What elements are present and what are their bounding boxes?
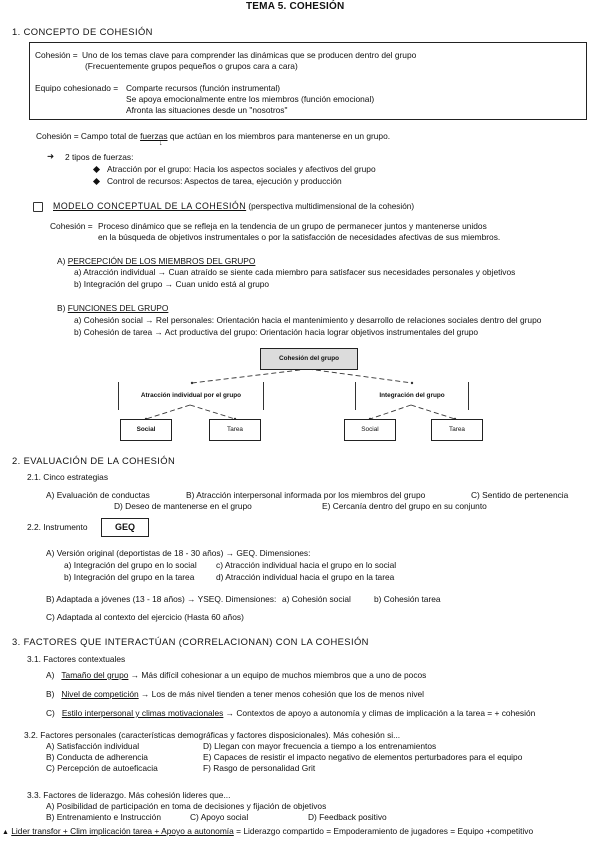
geq-box: GEQ [101, 518, 149, 537]
context-factor-A-label: A) [46, 670, 55, 680]
subsection-B-a: a) Cohesión social → Rel personales: Orientación hacia el mantenimiento y desarrollo de relaciones sociales dentro del grupo [74, 315, 542, 325]
diagram-leaf-social-2: Social [344, 419, 396, 441]
subsection-A-b: b) Integración del grupo → Cuan unido está al grupo [74, 279, 270, 289]
subsection-A-a: a) Atracción individual → Cuan atraído se siente cada miembro para satisfacer sus necesidades personales y objetivos [74, 267, 516, 277]
context-factor-B-label: B) [46, 689, 55, 699]
subsection-A-title: PERCEPCIÓN DE LOS MIEMBROS DEL GRUPO [67, 256, 256, 266]
leadership-conclusion-underlined: Lider transfor + Clim implicación tarea + Apoyo a autonomía [11, 826, 234, 836]
diagram-leaf-tarea-2: Tarea [431, 419, 483, 441]
forces-def-underlined: fuerzas [140, 131, 168, 141]
diagram-root: Cohesión del grupo [260, 348, 358, 370]
personal-factor-C: C) Percepción de autoeficacia [46, 763, 158, 773]
personal-factor-E: E) Capaces de resistir el impacto negativo de elementos perturbadores para el equipo [203, 752, 523, 762]
subsection-B-title: FUNCIONES DEL GRUPO [67, 303, 169, 313]
subsection-2-1: 2.1. Cinco estrategias [27, 472, 109, 482]
personal-factor-A: A) Satisfacción individual [46, 741, 140, 751]
leadership-factor-B: B) Entrenamiento e Instrucción [46, 812, 161, 822]
subsection-2-2: 2.2. Instrumento [27, 522, 88, 532]
force-types-label: 2 tipos de fuerzas: [65, 152, 134, 162]
strategy-D: D) Deseo de mantenerse en el grupo [114, 501, 252, 511]
force-type-1-text: Atracción por el grupo: Hacia los aspectos sociales y afectivos del grupo [107, 164, 376, 174]
section-1-heading: 1. CONCEPTO DE COHESIÓN [12, 26, 153, 37]
team-def-3: Afronta las situaciones desde un "nosotros" [126, 105, 288, 115]
subsection-3-3: 3.3. Factores de liderazgo. Más cohesión lideres que... [27, 790, 231, 800]
personal-factor-B: B) Conducta de adherencia [46, 752, 148, 762]
subsection-B-label: B) [57, 303, 66, 313]
forces-def-post: que actúan en los miembros para mantenerse en un grupo. [167, 131, 391, 141]
strategy-B: B) Atracción interpersonal informada por los miembros del grupo [186, 490, 426, 500]
context-factor-A-text: → Más difícil cohesionar a un equipo de muchos miembros que a uno de pocos [128, 670, 427, 680]
leadership-factor-D: D) Feedback positivo [308, 812, 387, 822]
model-heading-title: MODELO CONCEPTUAL DE LA COHESIÓN [53, 201, 247, 211]
version-A-d: d) Atracción individual hacia el grupo en la tarea [216, 572, 395, 582]
version-C: C) Adaptada al contexto del ejercicio (Hasta 60 años) [46, 612, 244, 622]
version-B-a: a) Cohesión social [282, 594, 351, 604]
version-A: A) Versión original (deportistas de 18 - 30 años) → GEQ. Dimensiones: [46, 548, 311, 558]
strategy-C: C) Sentido de pertenencia [471, 490, 569, 500]
subsection-B-b: b) Cohesión de tarea → Act productiva del grupo: Orientación hacia lograr objetivos instrumentales del grupo [74, 327, 479, 337]
version-A-b: b) Integración del grupo en la tarea [64, 572, 195, 582]
cohesion-def-label: Cohesión = [35, 50, 78, 60]
context-factor-C [46, 708, 535, 718]
subsection-3-2: 3.2. Factores personales (características demográficas y factores disposicionales). Más cohesión si... [24, 730, 401, 740]
context-factor-B-title: Nivel de competición [61, 689, 139, 699]
version-B-b: b) Cohesión tarea [374, 594, 441, 604]
section-2-heading: 2. EVALUACIÓN DE LA COHESIÓN [12, 455, 176, 466]
diagram-left-group: Atracción individual por el grupo [118, 382, 264, 410]
strategy-A: A) Evaluación de conductas [46, 490, 150, 500]
version-A-c: c) Atracción individual hacia el grupo en lo social [216, 560, 397, 570]
diagram-right-group: Integración del grupo [355, 382, 469, 410]
diagram-leaf-social-1: Social [120, 419, 172, 441]
leadership-conclusion-post: = Liderazgo compartido = Empoderamiento de jugadores = Equipo +competitivo [233, 826, 534, 836]
personal-factor-D: D) Llegan con mayor frecuencia a tiempo a los entrenamientos [203, 741, 437, 751]
force-type-2-text: Control de recursos: Aspectos de tarea, ejecución y producción [107, 176, 342, 186]
down-arrow-icon: ↓ [159, 140, 163, 147]
model-def-label: Cohesión = [50, 221, 93, 231]
context-factor-C-title: Estilo interpersonal y climas motivacionales [61, 708, 224, 718]
context-factor-B-text: → Los de más nivel tienden a tener menos cohesión que los de menos nivel [138, 689, 425, 699]
model-def-2: en la búsqueda de objetivos instrumentales o por la satisfacción de necesidades afectivas de sus miembros. [98, 232, 501, 242]
context-factor-C-label: C) [46, 708, 55, 718]
section-3-heading: 3. FACTORES QUE INTERACTÚAN (CORRELACIONAN) CON LA COHESIÓN [12, 636, 369, 647]
context-factor-A-title: Tamaño del grupo [61, 670, 129, 680]
cohesion-def-note: (Frecuentemente grupos pequeños o grupos cara a cara) [85, 61, 298, 71]
triangle-icon: ▲ [2, 829, 9, 836]
version-B: B) Adaptada a jóvenes (13 - 18 años) → YSEQ. Dimensiones: [46, 594, 277, 604]
forces-def-pre: Cohesión = Campo total de [36, 131, 141, 141]
team-def-2: Se apoya emocionalmente entre los miembros (función emocional) [126, 94, 375, 104]
document-title: TEMA 5. COHESIÓN [246, 1, 345, 12]
subsection-A-label: A) [57, 256, 66, 266]
strategy-E: E) Cercanía dentro del grupo en su conjunto [322, 501, 487, 511]
leadership-factor-C: C) Apoyo social [190, 812, 249, 822]
context-factor-C-text: → Contextos de apoyo a autonomía y climas de implicación a la tarea = + cohesión [223, 708, 536, 718]
leadership-conclusion [2, 826, 533, 837]
context-factor-A [46, 670, 426, 680]
model-heading-note: (perspectiva multidimensional de la cohesión) [246, 202, 415, 211]
leadership-factor-A: A) Posibilidad de participación en toma de decisiones y fijación de objetivos [46, 801, 327, 811]
team-def-1: Comparte recursos (función instrumental) [126, 83, 281, 93]
model-def-1: Proceso dinámico que se refleja en la tendencia de un grupo de permanecer juntos y mantenerse unidos [98, 221, 487, 231]
cohesion-def-text: Uno de los temas clave para comprender las dinámicas que se producen dentro del grupo [82, 50, 417, 60]
context-factor-B [46, 689, 424, 699]
team-def-label: Equipo cohesionado = [35, 83, 119, 93]
subsection-3-1: 3.1. Factores contextuales [27, 654, 126, 664]
arrow-right-icon: ➜ [47, 151, 55, 161]
version-A-a: a) Integración del grupo en lo social [64, 560, 197, 570]
personal-factor-F: F) Rasgo de personalidad Grit [203, 763, 316, 773]
diagram-leaf-tarea-1: Tarea [209, 419, 261, 441]
